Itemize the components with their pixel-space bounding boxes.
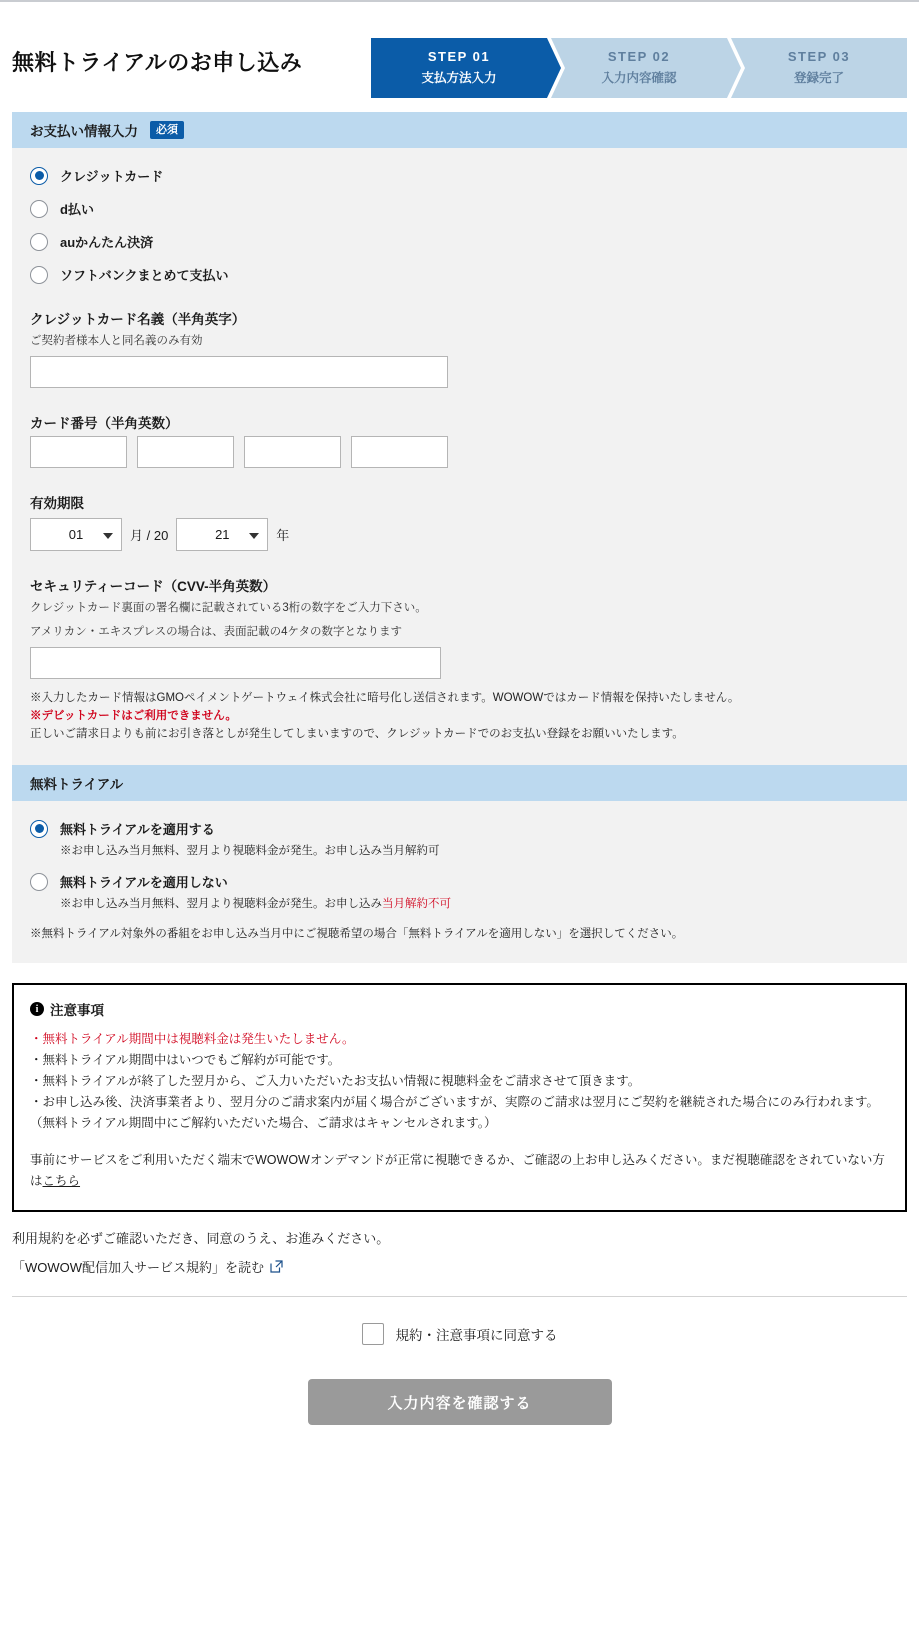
payment-method-label-d-barai: d払い bbox=[60, 202, 94, 217]
notice-title: 注意事項 bbox=[50, 1003, 104, 1018]
trial-option-decline-label: 無料トライアルを適用しない bbox=[60, 875, 228, 890]
payment-method-label-au-kantan: auかんたん決済 bbox=[60, 235, 154, 250]
trial-section-title: 無料トライアル bbox=[30, 777, 124, 792]
cvv-label: セキュリティーコード（CVV-半角英数） bbox=[30, 579, 277, 594]
payment-method-label-softbank: ソフトバンクまとめて支払い bbox=[60, 268, 229, 283]
expiry-month-value: 01 bbox=[68, 527, 84, 542]
expiry-month-select[interactable] bbox=[30, 518, 122, 551]
external-link-icon bbox=[270, 1260, 283, 1273]
step-1 bbox=[371, 38, 547, 98]
terms-divider bbox=[12, 1296, 907, 1297]
page-header bbox=[12, 2, 907, 112]
notice-title-row bbox=[30, 999, 889, 1019]
card-number-input-2[interactable] bbox=[137, 436, 234, 468]
notice-tail-text: 事前にサービスをご利用いただく端末でWOWOWオンデマンドが正常に視聴できるか、ご確認の上お申し込みください。まだ視聴確認をされていない方は bbox=[30, 1153, 885, 1188]
info-icon: i bbox=[30, 1002, 44, 1016]
cvv-desc-1: クレジットカード裏面の署名欄に記載されている3桁の数字をご入力下さい。 bbox=[30, 602, 427, 614]
trial-footnote: ※無料トライアル対象外の番組をお申し込み当月中にご視聴希望の場合「無料トライアルを適用しない」を選択してください。 bbox=[30, 928, 684, 940]
radio-trial-decline[interactable] bbox=[30, 873, 48, 891]
notice-item-2: ・無料トライアル期間中はいつでもご解約が可能です。 bbox=[30, 1053, 341, 1067]
submit-wrap bbox=[12, 1379, 907, 1467]
expiry-group bbox=[30, 518, 889, 551]
application-page bbox=[0, 2, 919, 1467]
radio-d-barai[interactable] bbox=[30, 200, 48, 218]
agree-row[interactable] bbox=[12, 1323, 907, 1345]
card-number-input-1[interactable] bbox=[30, 436, 127, 468]
expiry-year-suffix: 年 bbox=[276, 528, 290, 543]
payment-section-header bbox=[12, 112, 907, 148]
notice-item-4: ・お申し込み後、決済事業者より、翌月分のご請求案内が届く場合がございますが、実際のご請求は翌月にご契約を継続された場合にのみ行われます。 bbox=[30, 1095, 880, 1109]
notice-tail-link[interactable]: こちら bbox=[42, 1174, 81, 1188]
agree-checkbox[interactable] bbox=[362, 1323, 384, 1345]
terms-link[interactable] bbox=[12, 1257, 283, 1276]
trial-option-apply-label: 無料トライアルを適用する bbox=[60, 822, 215, 837]
notice-item-3: ・無料トライアルが終了した翌月から、ご入力いただいたお支払い情報に視聴料金をご請求させて頂きます。 bbox=[30, 1074, 641, 1088]
trial-option-decline-desc-text: ※お申し込み当月無料、翌月より視聴料金が発生。お申し込み bbox=[60, 898, 382, 910]
payment-method-d-barai[interactable] bbox=[30, 199, 889, 218]
step-3-label: 登録完了 bbox=[793, 71, 844, 85]
step-2-arrow bbox=[727, 38, 741, 98]
radio-softbank[interactable] bbox=[30, 266, 48, 284]
expiry-year-select[interactable] bbox=[176, 518, 268, 551]
step-2-number: STEP 02 bbox=[607, 49, 671, 64]
payment-method-au-kantan[interactable] bbox=[30, 232, 889, 251]
chevron-down-icon-year bbox=[249, 533, 259, 539]
trial-option-decline-desc-highlight: 当月解約不可 bbox=[382, 898, 451, 910]
payment-section-title: お支払い情報入力 bbox=[30, 124, 138, 139]
trial-option-apply-desc-text: ※お申し込み当月無料、翌月より視聴料金が発生。お申し込み当月解約可 bbox=[60, 845, 440, 857]
expiry-month-suffix: 月 / 20 bbox=[130, 528, 169, 543]
card-number-input-4[interactable] bbox=[351, 436, 448, 468]
agree-label: 規約・注意事項に同意する bbox=[395, 1328, 558, 1343]
step-1-label: 支払方法入力 bbox=[421, 71, 497, 85]
expiry-label: 有効期限 bbox=[30, 496, 84, 511]
card-number-label: カード番号（半角英数） bbox=[30, 416, 179, 431]
gmo-note: ※入力したカード情報はGMOペイメントゲートウェイ株式会社に暗号化し送信されます。WOWOWではカード情報を保持いたしません。 bbox=[30, 692, 740, 704]
trial-option-apply[interactable] bbox=[30, 819, 889, 838]
payment-method-credit-card[interactable] bbox=[30, 166, 889, 185]
debit-note: ※デビットカードはご利用できません。 bbox=[30, 710, 237, 722]
payment-section-body bbox=[12, 148, 907, 765]
cvv-desc-2: アメリカン・エキスプレスの場合は、表面記載の4ケタの数字となります bbox=[30, 626, 402, 638]
step-3-number: STEP 03 bbox=[787, 49, 851, 64]
step-3 bbox=[731, 38, 907, 98]
trial-option-apply-desc bbox=[60, 842, 889, 858]
terms-text: 利用規約を必ずご確認いただき、同意のうえ、お進みください。 bbox=[12, 1231, 390, 1246]
payment-method-label-credit-card: クレジットカード bbox=[60, 169, 164, 184]
card-number-group bbox=[30, 436, 889, 468]
notice-box bbox=[12, 983, 907, 1212]
confirm-button[interactable]: 入力内容を確認する bbox=[308, 1379, 612, 1425]
notice-tail bbox=[30, 1150, 889, 1192]
step-indicator bbox=[371, 30, 907, 98]
notice-paren: （無料トライアル期間中にご解約いただいた場合、ご請求はキャンセルされます。） bbox=[30, 1116, 497, 1130]
trial-section-header bbox=[12, 765, 907, 801]
billing-note: 正しいご請求日よりも前にお引き落としが発生してしまいますので、クレジットカードでのお支払い登録をお願いいたします。 bbox=[30, 728, 684, 740]
step-1-arrow bbox=[547, 38, 561, 98]
card-name-sub: ご契約者様本人と同名義のみ有効 bbox=[30, 335, 203, 347]
step-1-number: STEP 01 bbox=[427, 49, 491, 64]
trial-option-decline-desc bbox=[60, 895, 889, 911]
cvv-input[interactable] bbox=[30, 647, 441, 679]
radio-credit-card[interactable] bbox=[30, 167, 48, 185]
page-title: 無料トライアルのお申し込み bbox=[12, 50, 303, 75]
step-2 bbox=[551, 38, 727, 98]
card-name-input[interactable] bbox=[30, 356, 448, 388]
radio-au-kantan[interactable] bbox=[30, 233, 48, 251]
notice-list bbox=[30, 1029, 889, 1113]
payment-method-softbank[interactable] bbox=[30, 265, 889, 284]
trial-section-body bbox=[12, 801, 907, 963]
step-2-label: 入力内容確認 bbox=[601, 71, 677, 85]
terms-link-label: 「WOWOW配信加入サービス規約」を読む bbox=[12, 1260, 265, 1275]
required-badge: 必須 bbox=[150, 121, 184, 139]
card-number-input-3[interactable] bbox=[244, 436, 341, 468]
expiry-year-value: 21 bbox=[215, 527, 230, 542]
notice-item-1: ・無料トライアル期間中は視聴料金は発生いたしません。 bbox=[30, 1032, 355, 1046]
trial-option-decline[interactable] bbox=[30, 872, 889, 891]
chevron-down-icon-month bbox=[103, 533, 113, 539]
card-name-label: クレジットカード名義（半角英字） bbox=[30, 312, 246, 327]
radio-trial-apply[interactable] bbox=[30, 820, 48, 838]
